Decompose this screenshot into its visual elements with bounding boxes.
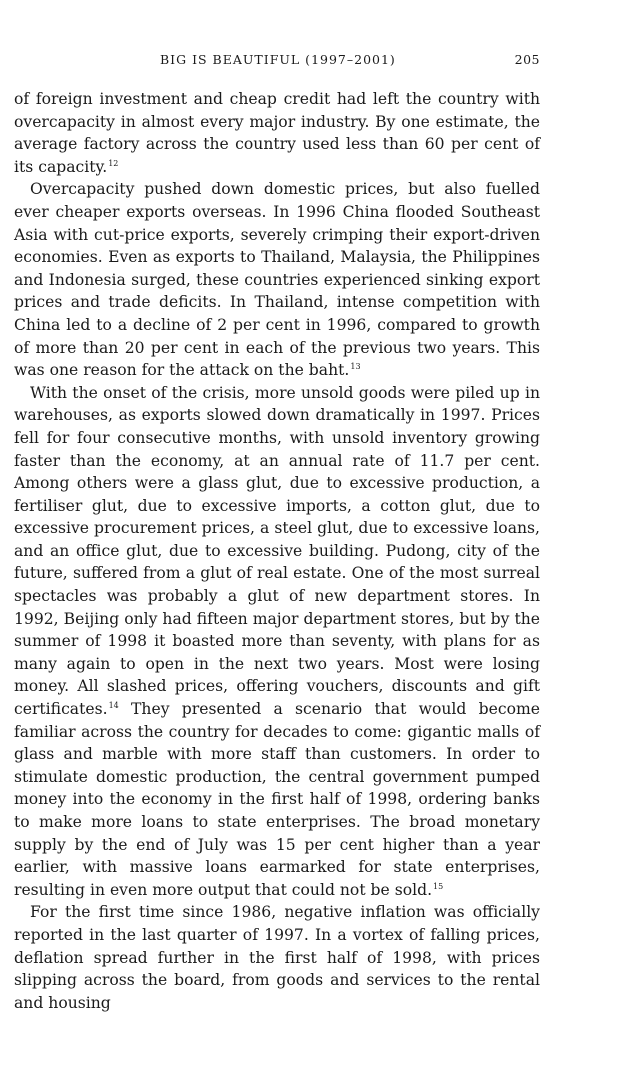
body-text: [14, 88, 540, 1014]
book-page: [14, 52, 540, 1014]
paragraph-2: [14, 178, 540, 381]
paragraph-text: For the first time since 1986, negative inflation was officially reported in the last quarter of 1997. In a vortex of falling prices, deflation spread further in the first half of 1998, with prices slipping across the board, from goods and services to the rental and housing: [14, 903, 540, 1012]
page-number: 205: [514, 52, 540, 67]
running-head: [14, 52, 540, 74]
paragraph-3: [14, 382, 540, 902]
running-title: BIG IS BEAUTIFUL (1997–2001): [160, 52, 396, 67]
footnote-marker: 14: [108, 701, 119, 711]
footnote-marker: 13: [350, 362, 361, 372]
paragraph-1: [14, 88, 540, 178]
footnote-marker: 12: [108, 158, 119, 168]
paragraph-text: They presented a scenario that would become familiar across the country for decades to come: gigantic malls of glass and marble with more staff than customers. In order to stimulate domestic production, the central government pumped money into the economy in the first half of 1998, ordering banks to make more loans to state enterprises. The broad monetary supply by the end of July was 15 per cent higher than a year earlier, with massive loans earmarked for state enterprises, resulting in even more output that could not be sold.: [14, 700, 540, 899]
paragraph-text: Overcapacity pushed down domestic prices, but also fuelled ever cheaper exports overseas. In 1996 China flooded Southeast Asia with cut-price exports, severely crimping their export-driven economies. Even as exports to Thailand, Malaysia, the Philippines and Indonesia surged, these countries experienced sinking export prices and trade deficits. In Thailand, intense competition with China led to a decline of 2 per cent in 1996, compared to growth of more than 20 per cent in each of the previous two years. This was one reason for the attack on the baht.: [14, 180, 540, 380]
footnote-marker: 15: [433, 881, 444, 891]
paragraph-text: With the onset of the crisis, more unsold goods were piled up in warehouses, as exports slowed down dramatically in 1997. Prices fell for four consecutive months, with unsold inventory growing faster than the economy, at an annual rate of 11.7 per cent. Among others were a glass glut, due to excessive production, a fertiliser glut, due to excessive imports, a cotton glut, due to excessive procurement prices, a steel glut, due to excessive loans, and an office glut, due to excessive building. Pudong, city of the future, suffered from a glut of real estate. One of the most surreal spectacles was probably a glut of new department stores. In 1992, Beijing only had fifteen major department stores, but by the summer of 1998 it boasted more than seventy, with plans for as many again to open in the next two years. Most were losing money. All slashed prices, offering vouchers, discounts and gift certificates.: [14, 383, 540, 719]
paragraph-text: of foreign investment and cheap credit had left the country with overcapacity in almost every major industry. By one estimate, the average factory across the country used less than 60 per cent of its capacity.: [14, 90, 540, 176]
paragraph-4: [14, 901, 540, 1014]
